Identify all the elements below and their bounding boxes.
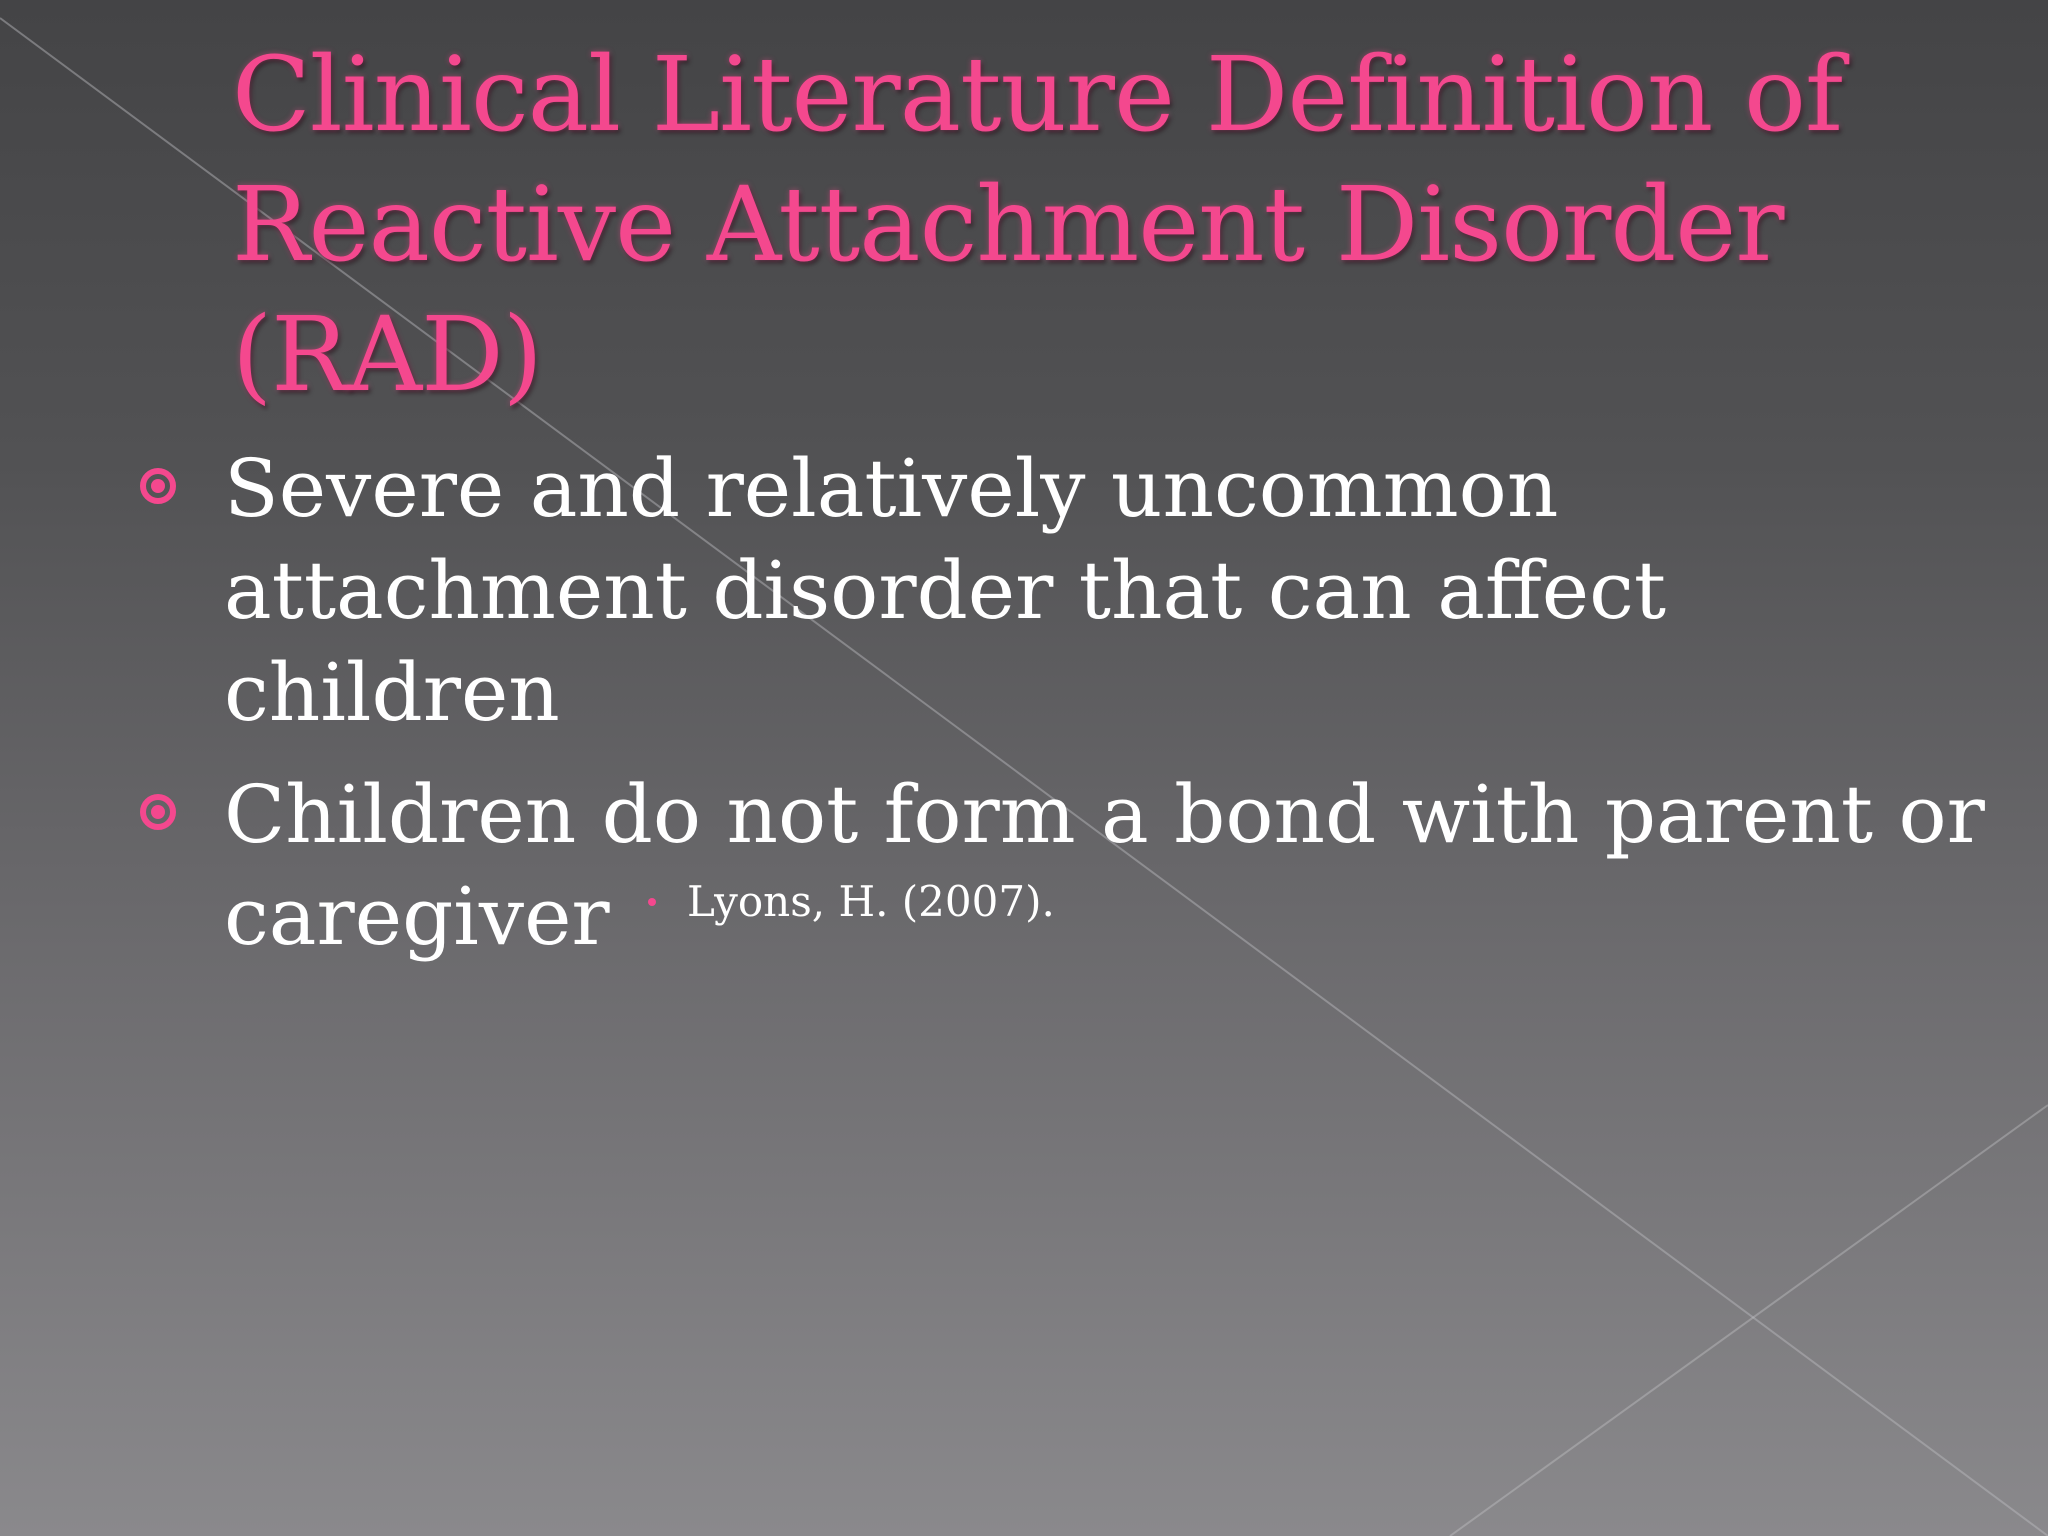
diagonal-line-bottom-right — [1450, 1105, 2048, 1536]
bullet-text: Children do not form a bond with parent or caregiver — [224, 768, 1985, 963]
bullet-item — [140, 764, 2020, 968]
small-dot-bullet-icon — [648, 898, 656, 906]
target-bullet-icon — [140, 794, 176, 830]
bullet-list — [140, 438, 2020, 988]
citation — [648, 872, 1055, 932]
citation-text: Lyons, H. (2007). — [687, 877, 1055, 926]
bullet-text: Severe and relatively uncommon attachment disorder that can affect children — [224, 442, 1667, 739]
slide-title: Clinical Literature Definition of Reactive Attachment Disorder (RAD) — [232, 35, 1843, 415]
bullet-item — [140, 438, 2020, 744]
target-bullet-icon — [140, 468, 176, 504]
